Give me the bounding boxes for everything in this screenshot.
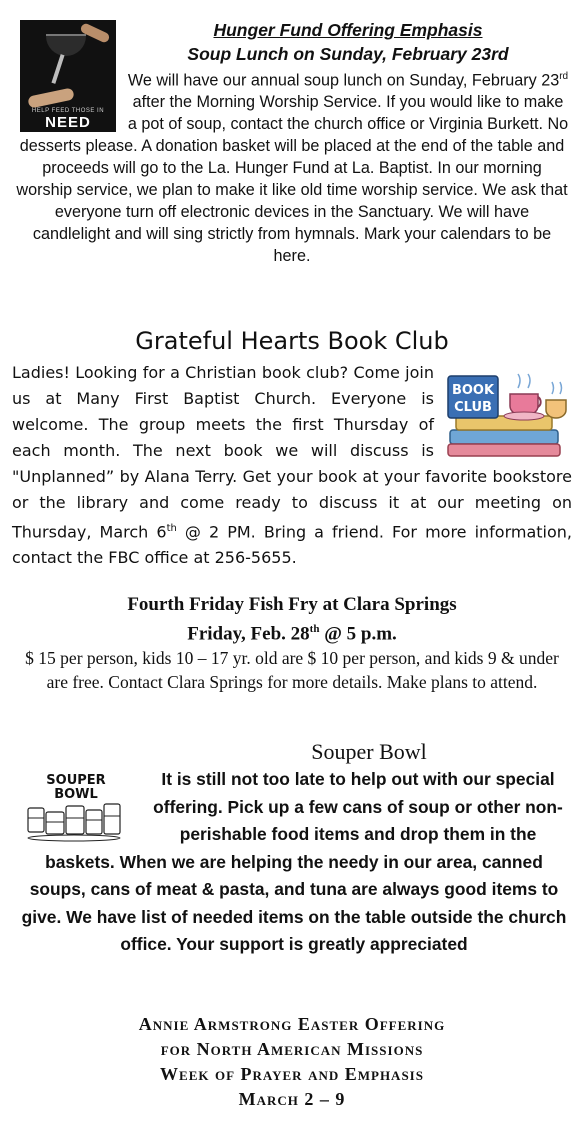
book-stack-icon [444, 364, 572, 462]
annie-line-4: March 2 – 9 [238, 1089, 346, 1109]
bowl-icon [46, 34, 86, 56]
book-club-title: Grateful Hearts Book Club [135, 327, 449, 355]
souper-bowl-image [24, 768, 124, 842]
annie-line-2: for North American Missions [160, 1039, 424, 1059]
souper-image-text-1: SOUPER [46, 773, 106, 788]
book-club-image [444, 364, 572, 462]
hunger-fund-body: We will have our annual soup lunch on Sunday, February 23rd after the Morning Worship Service. If you would like to make a pot of soup, contact the church office or Virginia Burkett. No desserts please. A donation basket will be placed at the end of the table and proceeds will go to the La. Hunger Fund at La. Baptist. In our morning worship service, we plan to make it like old time worship service. We ask that everyone turn off electronic devices in the Sanctuary. We will have candlelight and will sing strictly from hymnals. Mark your calendars to be here. [16, 71, 569, 266]
souper-bowl-title: Souper Bowl [311, 739, 427, 764]
hand-icon [27, 87, 74, 108]
annie-line-1: Annie Armstrong Easter Offering [138, 1014, 446, 1034]
souper-bowl-section [16, 738, 572, 959]
image-caption-big: NEED [45, 114, 91, 131]
fish-fry-body: $ 15 per person, kids 10 – 17 yr. old are $ 10 per person, and kids 9 & under are free. Contact Clara Springs for more details. Make plans to attend. [25, 648, 559, 693]
soup-lunch-subtitle: Soup Lunch on Sunday, February 23rd [187, 44, 509, 64]
image-caption-small: HELP FEED THOSE IN [31, 108, 105, 114]
help-feed-those-in-need-image [20, 20, 116, 132]
fish-fry-section [14, 592, 570, 694]
book-club-section [12, 326, 572, 571]
hunger-fund-section [14, 18, 570, 267]
book-club-image-text-1: BOOK [451, 383, 495, 398]
hunger-fund-title: Hunger Fund Offering Emphasis [213, 20, 483, 40]
ladle-icon [51, 54, 64, 84]
souper-image-text-2: BOWL [54, 787, 98, 802]
fish-fry-title: Fourth Friday Fish Fry at Clara Springs [127, 594, 457, 615]
soup-cans-icon [24, 768, 124, 842]
annie-line-3: Week of Prayer and Emphasis [160, 1064, 424, 1084]
book-club-image-text-2: CLUB [454, 400, 492, 415]
annie-armstrong-section [14, 1012, 570, 1112]
souper-bowl-body: SOUPER BOWL It is still not too late to help out with our special offering. Pick up a few cans of soup or other non-perishable food items and drop them in the baskets. When we are helping the needy in our area, canned soups, cans of meat & pasta, and tuna are always good items to give. We have list of needed items on the table outside the church office. Your support is greatly appreciated [21, 769, 567, 954]
book-club-body: BOOK CLUB Ladies! Looking for a Christian book club? Come join us at Many First Baptist Church. Everyone is welcome. The group meets the first Thursday of each month. The next book we will discuss is "Unplanned” by Alana Terry. Get your book at your favorite bookstore or the library and come ready to discuss it at our meeting on Thursday, March 6th @ 2 PM. Bring a friend. For more information, contact the FBC office at 256-5655. [12, 363, 573, 568]
fish-fry-date: Friday, Feb. 28th @ 5 p.m. [187, 623, 397, 645]
